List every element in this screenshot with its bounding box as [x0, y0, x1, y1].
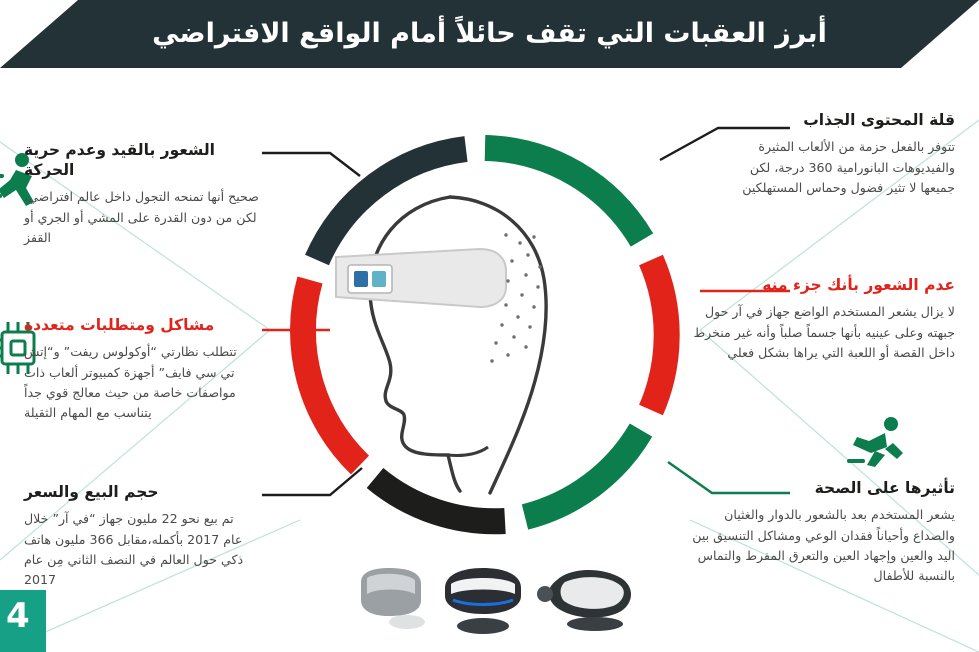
callout-body: تتوفر بالفعل حزمة من الألعاب المثيرة والفيديوهات البانورامية 360 درجة، لكن جميعها لا تثير فضول وحماس المستهلكين	[742, 139, 955, 195]
vr-headsets-photo-row	[355, 560, 655, 640]
callout-title: قلة المحتوى الجذاب	[803, 111, 955, 129]
callout-title: مشاكل ومتطلبات متعددة	[24, 316, 215, 334]
windows-mixed-reality-headset-icon	[537, 570, 631, 631]
callout-body: يشعر المستخدم بعد بالشعور بالدوار والغثيان والصداع وأحياناً فقدان الوعي ومشاكل التنسيق بين اليد والعين وإجهاد العين والتعرق المفرط والتماس بالنسبة للأطفال	[692, 507, 955, 584]
callout-multiple-requirements	[24, 315, 254, 424]
page-number-badge	[0, 590, 46, 652]
page-number: 4	[6, 596, 30, 636]
playstation-vr-headset-icon	[445, 568, 521, 634]
daydream-headset-icon	[361, 568, 425, 629]
callout-body: تتطلب نظارتي “أوكولوس ريفت” و“إتش تي سي فايف” أجهزة كمبيوتر ألعاب ذات مواصفات خاصة من حيث معالج قوي جداً يتناسب مع المهام الثقيلة	[24, 344, 237, 421]
callout-health-effects	[687, 478, 955, 587]
callout-title: تأثيرها على الصحة	[814, 479, 955, 497]
callout-not-part-of-it	[687, 275, 955, 363]
callout-title: حجم البيع والسعر	[24, 483, 159, 501]
callout-body: تم بيع نحو 22 مليون جهاز “في آر” خلال عام 2017 بأكمله،مقابل 366 مليون هاتف ذكي حول العالم في النصف الثاني مِن عام 2017	[24, 511, 244, 588]
falling-person-icon	[845, 415, 909, 471]
callout-restricted-movement	[24, 140, 269, 248]
page-title: أبرز العقبات التي تقف حائلاً أمام الواقع الافتراضي	[152, 18, 827, 50]
callout-content-scarcity	[727, 110, 955, 198]
callout-title: عدم الشعور بأنك جزء منه	[762, 276, 955, 294]
callout-title: الشعور بالقيد وعدم حرية الحركة	[24, 141, 215, 180]
callout-body: صحيح أنها تمنحه التجول داخل عالم افتراضي، لكن من دون القدرة على المشي أو الجري أو القفز	[24, 189, 259, 246]
callout-size-and-price	[24, 482, 254, 591]
callout-body: لا يزال يشعر المستخدم الواضع جهاز في آر حول جبهته وعلى عينيه بأنها جسماً صلباً وأنه غير منخرط داخل القصة أو اللعبة التي يراها بشكل فعلي	[693, 304, 955, 360]
